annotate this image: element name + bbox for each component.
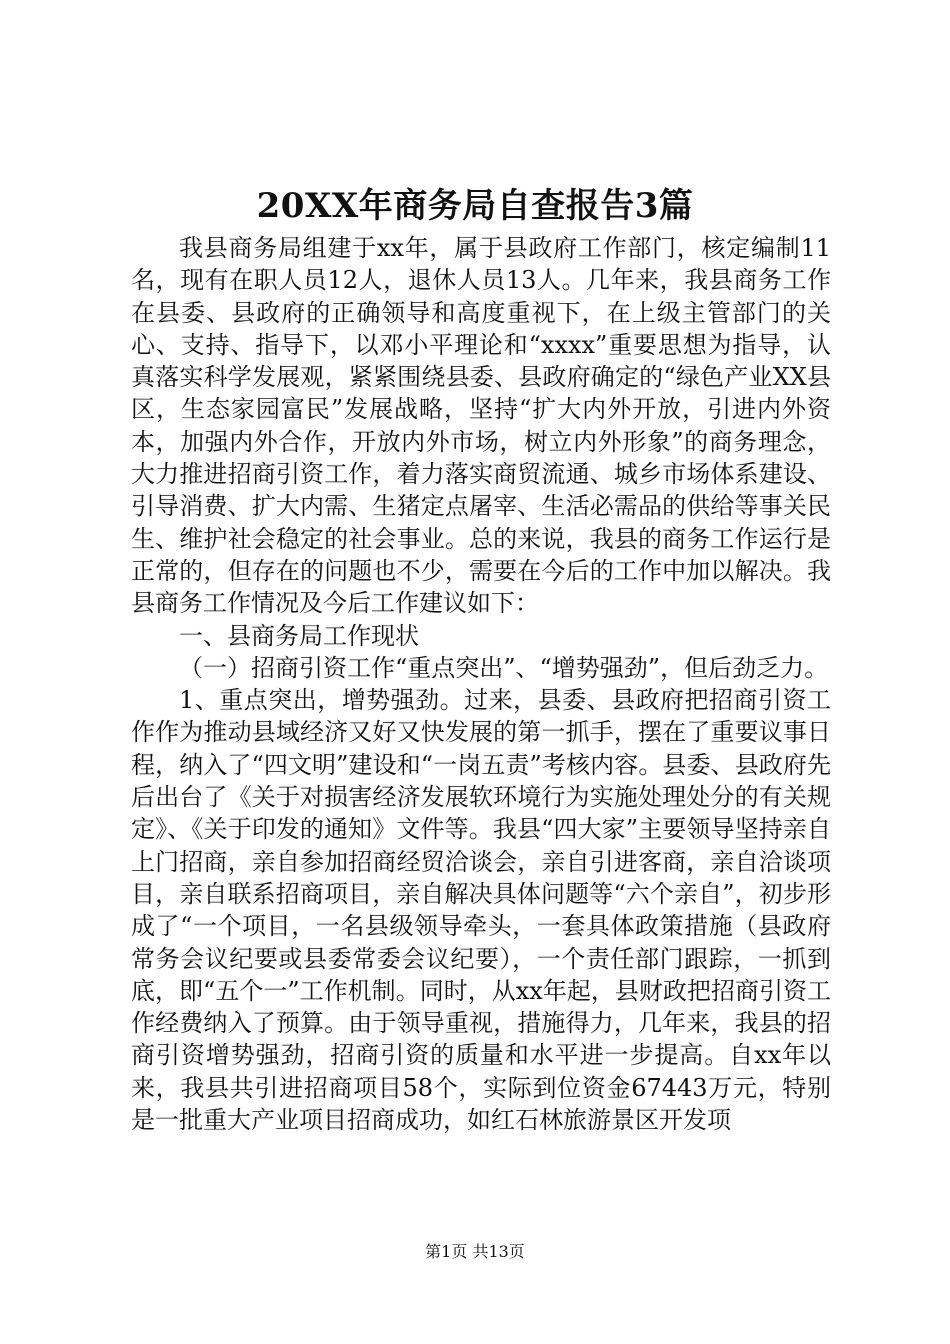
document-body — [131, 232, 831, 1136]
body-paragraph: 1、重点突出，增势强劲。过来，县委、县政府把招商引资工作作为推动县域经济又好又快发展的第一抓手，摆在了重要议事日程，纳入了“四文明”建设和“一岗五责”考核内容。县委、县政府先后出台了《关于对损害经济发展软环境行为实施处理处分的有关规定》、《关于印发的通知》文件等。我县“四大家”主要领导坚持亲自上门招商，亲自参加招商经贸洽谈会，亲自引进客商，亲自洽谈项目，亲自联系招商项目，亲自解决具体问题等“六个亲自”，初步形成了“一个项目，一名县级领导牵头，一套具体政策措施（县政府常务会议纪要或县委常委会议纪要），一个责任部门跟踪，一抓到底，即“五个一”工作机制。同时，从xx年起，县财政把招商引资工作经费纳入了预算。由于领导重视，措施得力，几年来，我县的招商引资增势强劲，招商引资的质量和水平进一步提高。自xx年以来，我县共引进招商项目58个，实际到位资金67443万元，特别是一批重大产业项目招商成功，如红石林旅游景区开发项 — [131, 686, 831, 1135]
section-heading: 一、县商务局工作现状 — [179, 621, 419, 650]
page-footer: 第1页 共13页 — [425, 1242, 525, 1261]
subsection-heading: （一）招商引资工作“重点突出”、“增势强劲”，但后劲乏力。 — [179, 653, 829, 682]
intro-paragraph: 我县商务局组建于xx年，属于县政府工作部门，核定编制11名，现有在职人员12人，退休人员13人。几年来，我县商务工作在县委、县政府的正确领导和高度重视下，在上级主管部门的关心、支持、指导下，以邓小平理论和“xxxx”重要思想为指导，认真落实科学发展观，紧紧围绕县委、县政府确定的“绿色产业XX县区，生态家园富民”发展战略，坚持“扩大内外开放，引进内外资本，加强内外合作，开放内外市场，树立内外形象”的商务理念，大力推进招商引资工作，着力落实商贸流通、城乡市场体系建设、引导消费、扩大内需、生猪定点屠宰、生活必需品的供给等事关民生、维护社会稳定的社会事业。总的来说，我县的商务工作运行是正常的，但存在的问题也不少，需要在今后的工作中加以解决。我县商务工作情况及今后工作建议如下： — [131, 234, 831, 618]
document-title: 20XX年商务局自查报告3篇 — [256, 186, 694, 226]
